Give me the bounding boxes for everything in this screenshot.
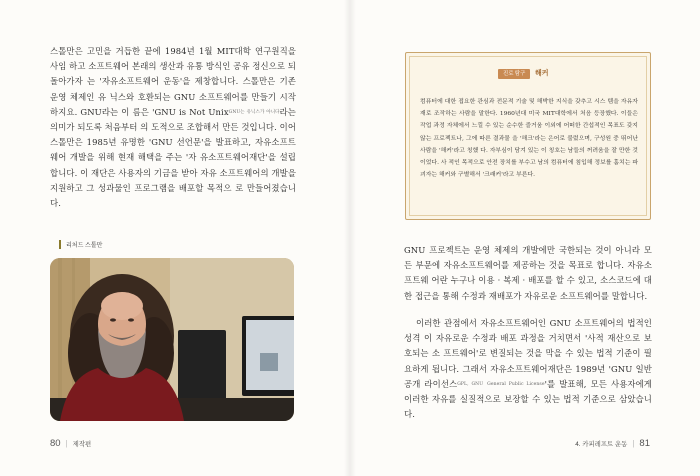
right-body-paragraph-1: [404, 243, 652, 304]
box-line: 이외에 어떠한 간섭적인 목표도 갖지 않는 프로젝트나, 그에 따른 결과물: [420, 123, 638, 142]
box-line: 처음 등장했다. 이들은 작업 과정 자체에서 느낄 수 있는 순수한 즐거움: [420, 111, 638, 130]
body-line: 는 '자유소프트웨어 운동'을 제창합니다. 스톨만은 기존 운영 체제인 유: [50, 76, 296, 102]
body-line: 하고 소프트웨어 본래의 생산과 유통 방식인 공유 정신으로 되돌아가자: [50, 61, 297, 87]
box-line: 컴퓨터에 대한 접요한 관심과 전문적 기술 및 해박한 지식을 갖추고 시스: [420, 99, 606, 105]
body-line: 선언문'을 발표하고, 자유소프트웨어 개발을 위해 현재 해택을 주는 '자: [50, 137, 296, 163]
stallman-photo: [50, 258, 294, 421]
left-body-paragraph: [50, 44, 296, 211]
body-line: 유소프트웨어재단'을 설립합니다. 이 재단은 사용자의 기금을 받아 자유: [50, 152, 296, 178]
career-box-tag: 진로 탐구: [498, 69, 530, 79]
box-line: 다. 자부심이 담겨 있는 이 칭호는 남들의 꺼려움을 잘 만한 것이었다. 사: [420, 147, 638, 167]
body-line: 로 만들어졌습니다.: [50, 182, 297, 209]
body-line: 이 자유로운 수정과 배포 과정을 거치면서 '사적 재산으로 보호되는 소: [404, 333, 652, 359]
body-line: 소프트웨어의 개발을 지원하고 그 성과물인 프로그램을 배포할 목적으: [50, 167, 297, 193]
license-english-name: General Public License: [487, 381, 545, 387]
body-line: 프트웨어'로 변질되는 것을 막을 수 있는 법적 기준이 필요하게 됩니다.: [404, 348, 652, 374]
footer-separator: |: [65, 439, 68, 448]
page-gutter: [344, 0, 356, 476]
body-line: 닉스와 호환되는 GNU 소프트웨어를 만들기 시작하지요. GNU라는 이: [50, 91, 296, 117]
footer-separator: |: [632, 439, 635, 448]
left-footer: [50, 438, 91, 449]
photo-illustration: [50, 258, 294, 421]
career-box-text: [420, 96, 638, 181]
body-line: 통해 수정과 재배포가 자유로운 소프트웨어를 말합니다.: [442, 290, 648, 301]
body-line: 이러한 관점에서 자유소프트웨어인 GNU 소프트웨어의 법적인 성격: [404, 318, 652, 344]
body-line: GNU 프로젝트는 운영 체제의 개발에만 국한되는 것이 아니라 모든: [404, 245, 652, 271]
body-line: 그래서 자유소프트웨어재단은 1989년 'GNU 일반 공개 라이선스: [404, 363, 653, 389]
box-line: 적인 목적으로 안전 장치를 부수고 남의 컴퓨터에 침입해 정보를 훔치는: [448, 160, 631, 167]
body-line: 스톨만은 고민을 거듭한 끝에 1984년 1월 MIT대학 연구원직을 사임: [50, 46, 296, 72]
gnu-gloss: GNU는 유닉스가 아니다: [228, 109, 280, 115]
photo-caption: 리처드 스톨만: [66, 243, 103, 249]
body-line: 라는 의미가 되도록 처음부터 의: [50, 106, 296, 133]
section-label: 4. 카피레프트 운동: [575, 441, 628, 448]
right-body-paragraph-2: [404, 316, 652, 422]
section-label: 제작편: [72, 441, 92, 448]
body-line: 보장할 수 있는 법적 기준으로 삼았습니다.: [404, 394, 652, 420]
body-line: 부문에 자유소프트웨어를 제공하는 것을 목표로 합니다. 자유소프트웨: [404, 260, 653, 286]
box-line: 파괴자는 해커와 구별해서 '크래커'라고 부른다.: [420, 160, 639, 179]
box-line: 템을 자유자재로 조작하는 사람을 말한다. 1960년대 미국 MIT대학에서: [420, 99, 638, 118]
page-number: 80: [50, 438, 61, 449]
body-line: 어란 누구나 이용 · 복제 · 배포를 할 수 있고, 소스코드에 대한 접근을: [404, 275, 653, 301]
box-line: 을 '해크'라는 은어로 불렀으며, 구성원 중 뛰어난 사람을 '해커'라고 칭했: [420, 135, 639, 154]
body-line: '를 발표해, 모든 사용자에게 이러한 자유를 실질적으로: [404, 378, 652, 405]
career-box-title: 해커: [535, 70, 549, 77]
body-line: 도적으로 조합해서 만든 것입니다. 이어 스톨만은 1985년 유명한 'GNU: [50, 122, 297, 148]
page-number: 81: [639, 438, 650, 449]
gpl-gloss: GPL, GNU: [457, 381, 484, 387]
right-footer: [575, 438, 650, 449]
body-line: 름은 'GNU is Not Unix: [132, 106, 229, 117]
caption-marker: [59, 240, 61, 249]
